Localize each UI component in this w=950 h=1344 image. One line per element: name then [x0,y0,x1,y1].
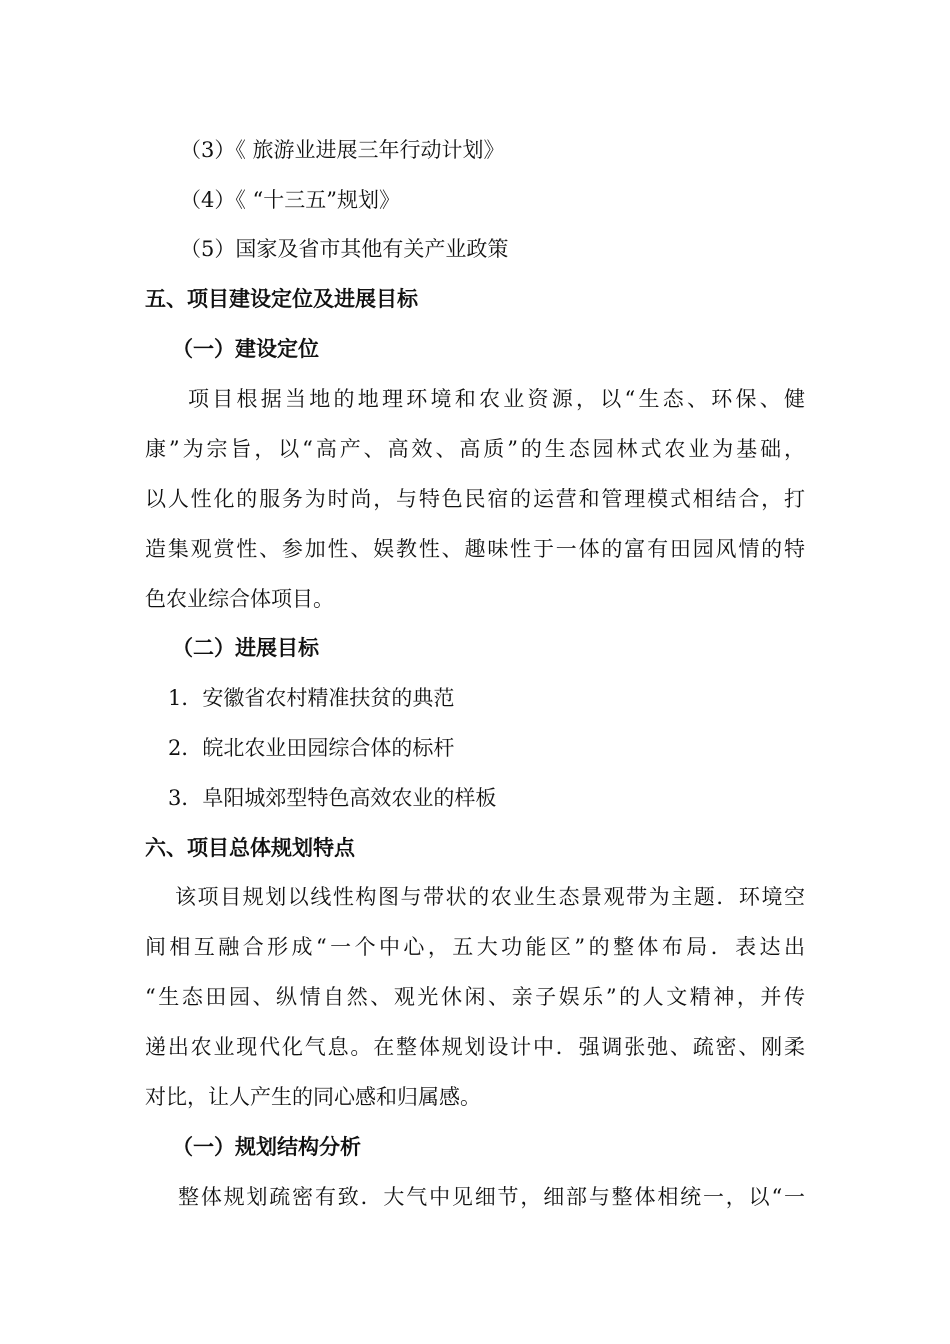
subsection-heading-positioning: （一）建设定位 [172,337,319,361]
paragraph-line: 以人性化的服务为时尚，与特色民宿的运营和管理模式相结合，打 [145,487,805,511]
section-heading-5: 五、项目建设定位及进展目标 [145,287,418,311]
paragraph-line: 整体规划疏密有致．大气中见细节，细部与整体相统一，以“一 [178,1185,805,1209]
list-item-goal-3: 3．阜阳城郊型特色高效农业的样板 [168,786,497,810]
paragraph-line: 该项目规划以线性构图与带状的农业生态景观带为主题．环境空 [175,885,805,909]
paragraph-line: 对比，让人产生的同心感和归属感。 [145,1085,481,1109]
list-item-policy-3: （3）《 旅游业进展三年行动计划》 [180,138,505,162]
paragraph-line: 递出农业现代化气息。在整体规划设计中．强调张弛、疏密、刚柔 [145,1035,805,1059]
subsection-heading-goals: （二）进展目标 [172,636,319,660]
paragraph-line: 项目根据当地的地理环境和农业资源，以“生态、环保、健 [188,387,805,411]
list-item-goal-2: 2．皖北农业田园综合体的标杆 [168,736,455,760]
paragraph-line: 康”为宗旨，以“高产、高效、高质”的生态园林式农业为基础， [145,437,805,461]
subsection-heading-structure: （一）规划结构分析 [172,1135,361,1159]
paragraph-line: 造集观赏性、参加性、娱教性、趣味性于一体的富有田园风情的特 [145,537,805,561]
list-item-policy-5: （5）国家及省市其他有关产业政策 [180,237,509,261]
list-item-policy-4: （4）《 “十三五”规划》 [180,188,401,212]
paragraph-line: 间相互融合形成“一个中心，五大功能区”的整体布局．表达出 [145,935,805,959]
list-item-goal-1: 1．安徽省农村精准扶贫的典范 [168,686,455,710]
section-heading-6: 六、项目总体规划特点 [145,836,355,860]
paragraph-line: “生态田园、纵情自然、观光休闲、亲子娱乐”的人文精神，并传 [145,985,805,1009]
paragraph-line: 色农业综合体项目。 [145,587,334,611]
